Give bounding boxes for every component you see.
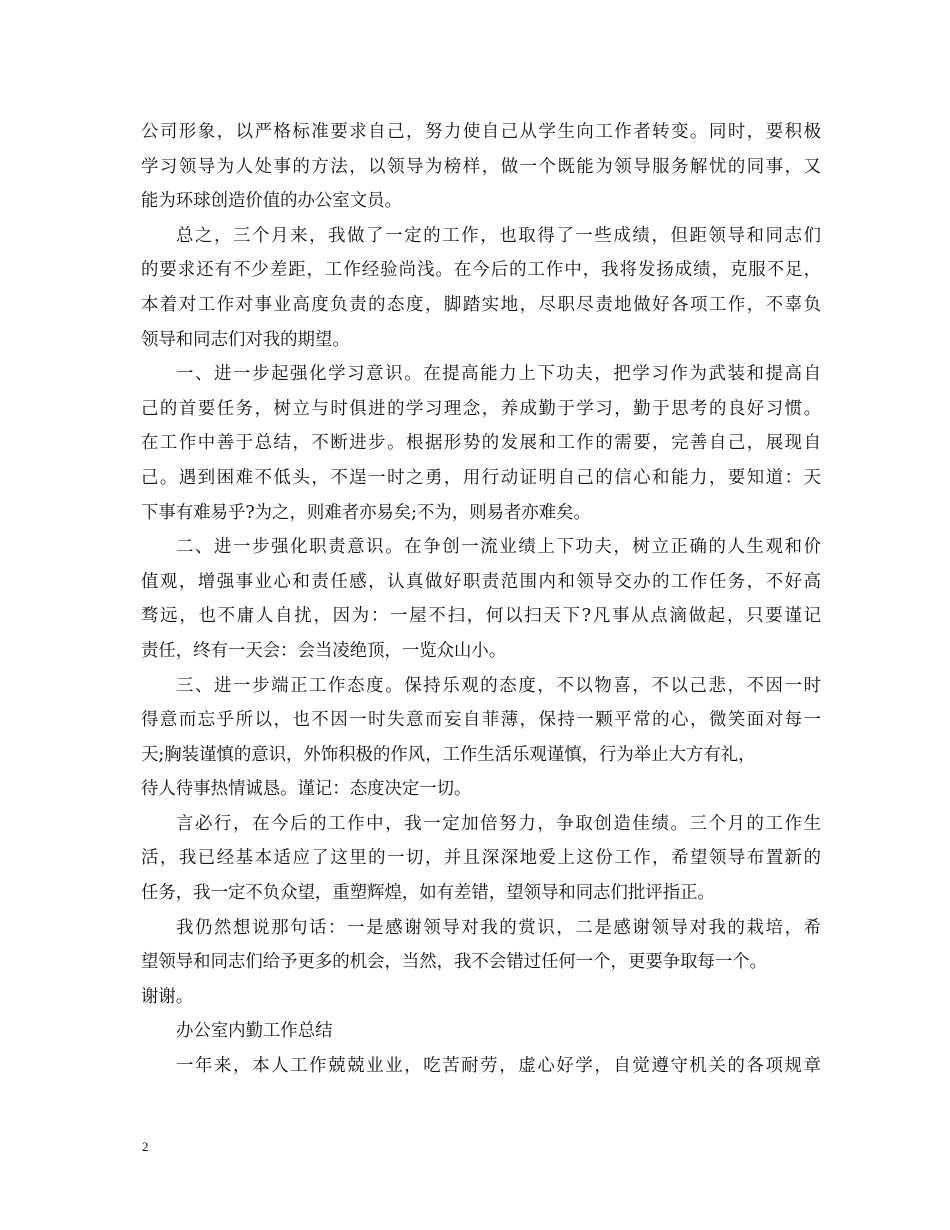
paragraph-line: 学习领导为人处事的方法，以领导为榜样，做一个既能为领导服务解忧的同事，又 [141,156,821,177]
paragraph-line: 任务，我一定不负众望，重塑辉煌，如有差错，望领导和同志们批评指正。 [141,883,715,904]
paragraph-line: 在工作中善于总结，不断进步。根据形势的发展和工作的需要，完善自己，展现自 [141,433,821,454]
page-number: 2 [142,1139,149,1154]
paragraph-line: 领导和同志们对我的期望。 [141,329,350,350]
paragraph-line: 得意而忘乎所以，也不因一时失意而妄自菲薄，保持一颗平常的心，微笑面对每一 [141,710,821,731]
paragraph-line: 活，我已经基本适应了这里的一切，并且深深地爱上这份工作，希望领导布置新的 [141,848,821,869]
paragraph-line: 责任，终有一天会：会当凌绝顶，一览众山小。 [141,640,507,661]
paragraph-line: 下事有难易乎?为之，则难者亦易矣;不为，则易者亦难矣。 [141,502,591,523]
paragraph-line: 能为环球创造价值的办公室文员。 [141,191,402,212]
paragraph-line: 己。遇到困难不低头，不逞一时之勇，用行动证明自己的信心和能力，要知道：天 [141,467,821,488]
paragraph-line: 言必行，在今后的工作中，我一定加倍努力，争取创造佳绩。三个月的工作生 [176,813,821,834]
document-body [141,115,821,1084]
paragraph-line: 望领导和同志们给予更多的机会，当然，我不会错过任何一个，更要争取每一个。 [141,952,768,973]
paragraph-line: 谢谢。 [141,986,194,1007]
section-heading: 办公室内勤工作总结 [176,1021,333,1042]
paragraph-line: 一、进一步起强化学习意识。在提高能力上下功夫，把学习作为武装和提高自 [176,364,821,385]
paragraph-line: 待人待事热情诚恳。谨记：态度决定一切。 [141,779,472,800]
paragraph-line: 三、进一步端正工作态度。保持乐观的态度，不以物喜，不以己悲，不因一时 [176,675,821,696]
paragraph-line: 己的首要任务，树立与时俱进的学习理念，养成勤于学习，勤于思考的良好习惯。 [141,398,821,419]
paragraph-line: 总之，三个月来，我做了一定的工作，也取得了一些成绩，但距领导和同志们 [176,225,821,246]
paragraph-line: 我仍然想说那句话：一是感谢领导对我的赏识，二是感谢领导对我的栽培，希 [176,917,821,938]
paragraph-line: 值观，增强事业心和责任感，认真做好职责范围内和领导交办的工作任务，不好高 [141,571,821,592]
paragraph-line: 天;胸装谨慎的意识，外饰积极的作风，工作生活乐观谨慎，行为举止大方有礼， [141,744,756,765]
paragraph-line: 一年来，本人工作兢兢业业，吃苦耐劳，虚心好学，自觉遵守机关的各项规章 [176,1056,821,1077]
paragraph-line: 本着对工作对事业高度负责的态度，脚踏实地，尽职尽责地做好各项工作，不辜负 [141,294,821,315]
paragraph-line: 的要求还有不少差距，工作经验尚浅。在今后的工作中，我将发扬成绩，克服不足， [141,260,821,281]
paragraph-line: 骛远，也不庸人自扰，因为：一屋不扫，何以扫天下?凡事从点滴做起，只要谨记 [141,606,821,627]
paragraph-line: 二、进一步强化职责意识。在争创一流业绩上下功夫，树立正确的人生观和价 [176,537,821,558]
paragraph-line: 公司形象，以严格标准要求自己，努力使自己从学生向工作者转变。同时，要积极 [141,122,821,142]
